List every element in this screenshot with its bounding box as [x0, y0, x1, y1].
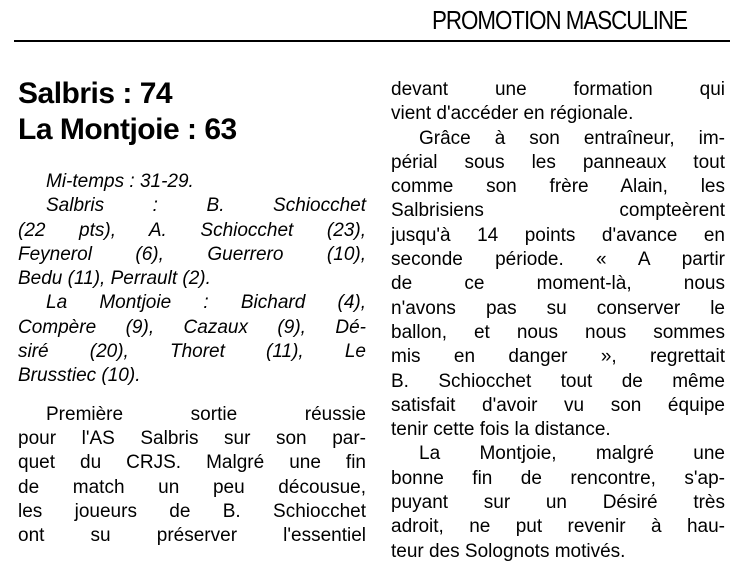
body-line: ont su préserver l'essentiel	[18, 525, 366, 547]
match-summary	[18, 170, 366, 389]
summary-line: siré (20), Thoret (11), Le	[18, 341, 366, 363]
summary-line: Brusstiec (10).	[18, 365, 141, 387]
body-line: devant une formation qui	[391, 79, 725, 100]
body-line: Grâce à son entraîneur, im-	[419, 127, 725, 149]
summary-line: Salbris : B. Schiocchet	[46, 195, 366, 217]
article-body-left	[18, 403, 366, 549]
body-line: vient d'accéder en régionale.	[391, 103, 634, 125]
header-rule	[14, 40, 730, 42]
body-line: de match un peu décousue,	[18, 476, 366, 498]
body-line: seconde période. « A partir	[391, 249, 725, 271]
body-line: puyant sur un Désiré très	[391, 492, 725, 514]
body-line: jusqu'à 14 points d'avance en	[391, 224, 725, 246]
left-column	[18, 76, 366, 548]
section-rubric: PROMOTION MASCULINE	[432, 5, 687, 35]
summary-line: Mi-temps : 31-29.	[46, 171, 194, 192]
summary-line: Feynerol (6), Guerrero (10),	[18, 243, 366, 265]
body-line: mis en danger », regrettait	[391, 346, 725, 368]
body-line: satisfait d'avoir vu son équipe	[391, 394, 725, 416]
body-line: B. Schiocchet tout de même	[391, 370, 725, 392]
body-line: bonne fin de rencontre, s'ap-	[391, 467, 725, 489]
body-line: Première sortie réussie	[46, 403, 366, 425]
body-line: ballon, et nous nous sommes	[391, 321, 725, 343]
right-column	[391, 78, 725, 564]
body-line: n'avons pas su conserver le	[391, 297, 725, 319]
body-line: La Montjoie, malgré une	[419, 443, 725, 465]
body-line: les joueurs de B. Schiocchet	[18, 500, 366, 522]
body-line: teur des Solognots motivés.	[391, 540, 626, 562]
body-line: de ce moment-là, nous	[391, 273, 725, 295]
body-line: tenir cette fois la distance.	[391, 419, 611, 441]
summary-line: Bedu (11), Perrault (2).	[18, 268, 211, 290]
body-line: quet du CRJS. Malgré une fin	[18, 452, 366, 474]
summary-line: Compère (9), Cazaux (9), Dé-	[18, 316, 366, 338]
summary-line: La Montjoie : Bichard (4),	[46, 292, 366, 314]
score-headline-away: La Montjoie : 63	[18, 113, 237, 146]
body-line: Salbrisiens compteèrent	[391, 200, 725, 222]
score-headline-home: Salbris : 74	[18, 77, 173, 110]
body-line: comme son frère Alain, les	[391, 176, 725, 198]
body-line: pour l'AS Salbris sur son par-	[18, 427, 366, 449]
summary-line: (22 pts), A. Schiocchet (23),	[18, 219, 366, 241]
body-line: adroit, ne put revenir à hau-	[391, 516, 725, 538]
body-line: périal sous les panneaux tout	[391, 151, 725, 173]
